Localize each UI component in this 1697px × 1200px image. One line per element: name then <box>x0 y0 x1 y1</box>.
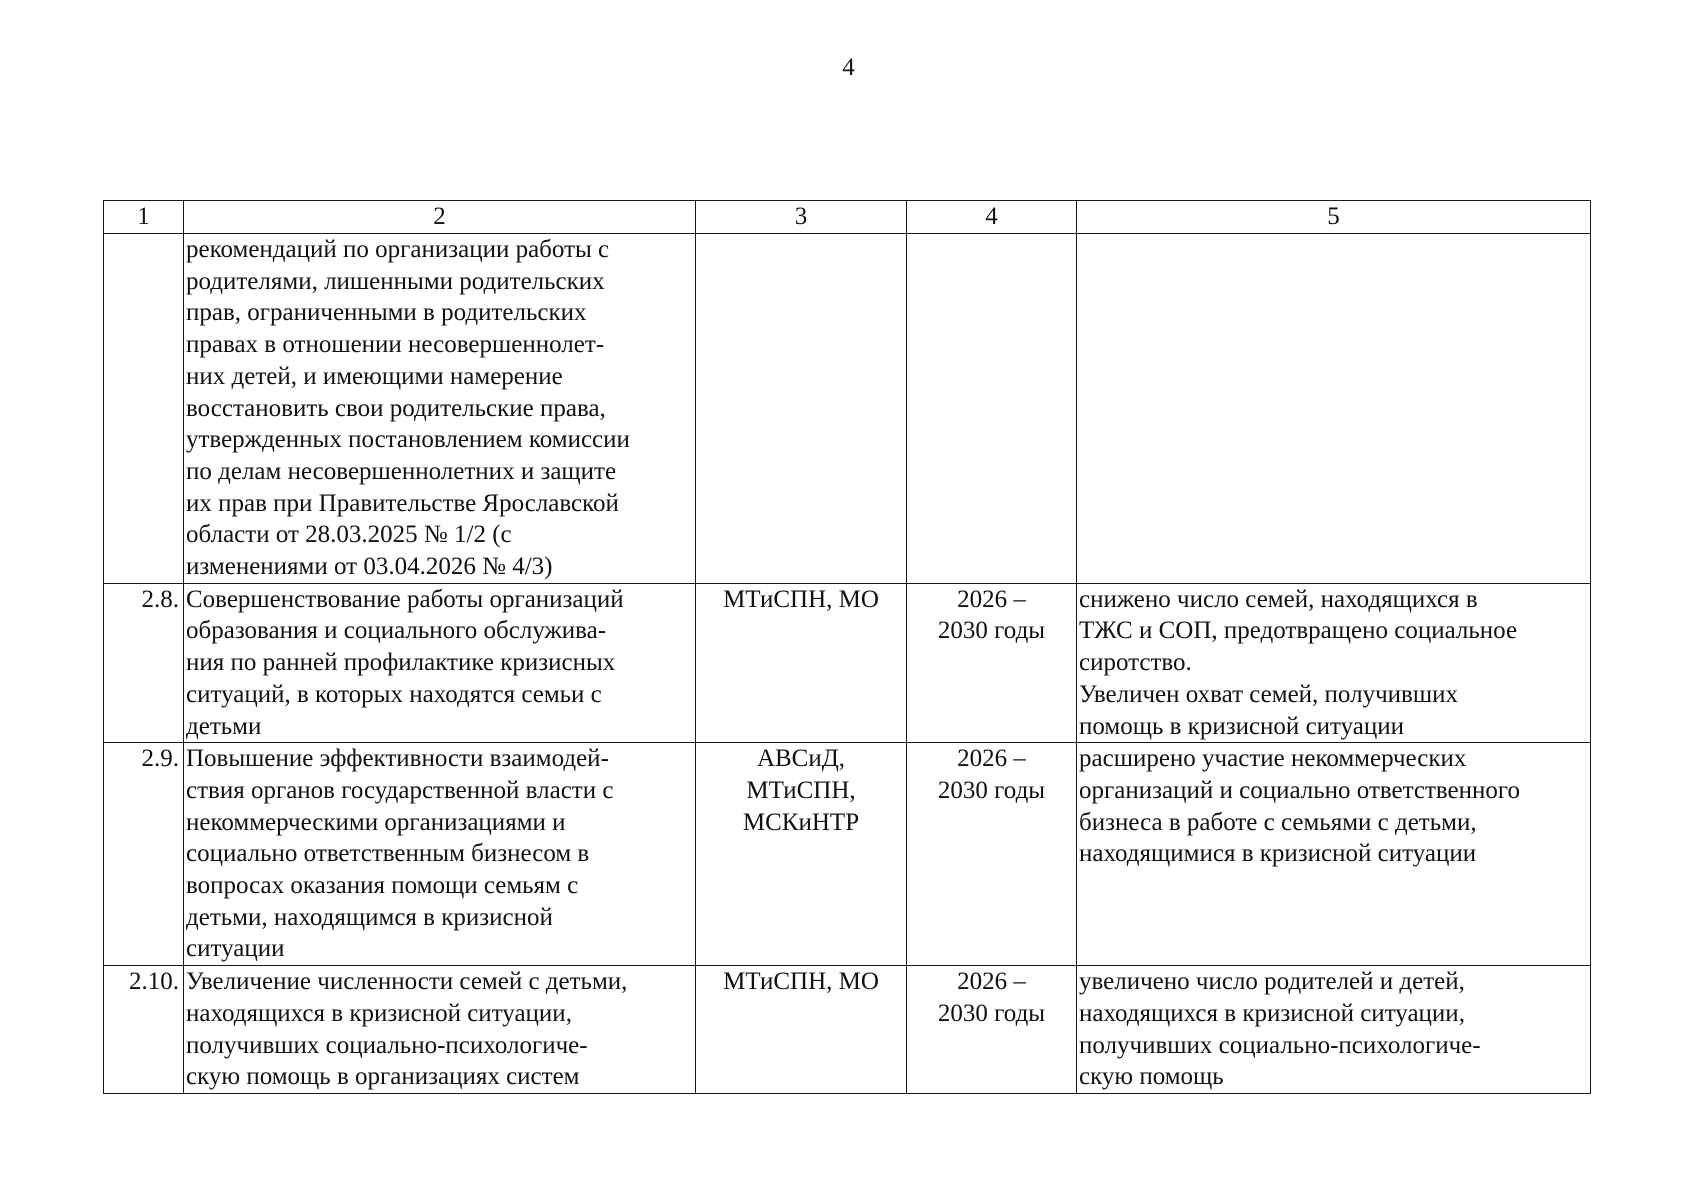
executor <box>696 234 907 584</box>
measure-text: Повышение эффективности взаимодей- ствия органов государственной власти с некоммерческими организациями и социально ответственным бизнесом в вопросах оказания помощи семьям с детьми, находящимся в кризисной ситуации <box>184 743 696 966</box>
row-number: 2.8. <box>104 583 184 743</box>
executor: МТиСПН, МО <box>696 583 907 743</box>
term <box>907 234 1077 584</box>
page-number: 4 <box>842 54 855 81</box>
column-header: 2 <box>184 201 696 234</box>
term: 2026 – 2030 годы <box>907 583 1077 743</box>
measure-text: Совершенствование работы организаций образования и социального обслужива- ния по ранней профилактике кризисных ситуаций, в которых находятся семьи с детьми <box>184 583 696 743</box>
expected-result: увеличено число родителей и детей, находящихся в кризисной ситуации, получивших социально-психологиче- скую помощь <box>1077 966 1591 1094</box>
expected-result: расширено участие некоммерческих организаций и социально ответственного бизнеса в работе с семьями с детьми, находящимися в кризисной ситуации <box>1077 743 1591 966</box>
column-header: 5 <box>1077 201 1591 234</box>
measure-text: рекомендаций по организации работы с родителями, лишенными родительских прав, ограниченными в родительских правах в отношении несовершеннолет- них детей, и имеющими намерение восстановить свои родительские права, утвержденных постановлением комиссии по делам несовершеннолетних и защите их прав при Правительстве Ярославской области от 28.03.2025 № 1/2 (с изменениями от 03.04.2026 № 4/3) <box>184 234 696 584</box>
table-row <box>104 583 1591 743</box>
expected-result <box>1077 234 1591 584</box>
column-header: 4 <box>907 201 1077 234</box>
expected-result: снижено число семей, находящихся в ТЖС и СОП, предотвращено социальное сиротство. Увеличен охват семей, получивших помощь в кризисной ситуации <box>1077 583 1591 743</box>
row-number <box>104 234 184 584</box>
column-header: 3 <box>696 201 907 234</box>
measures-table <box>103 200 1591 1094</box>
row-number: 2.10. <box>104 966 184 1094</box>
table-row <box>104 743 1591 966</box>
row-number: 2.9. <box>104 743 184 966</box>
table-row <box>104 234 1591 584</box>
table-header-row <box>104 201 1591 234</box>
term: 2026 – 2030 годы <box>907 966 1077 1094</box>
measure-text: Увеличение численности семей с детьми, находящихся в кризисной ситуации, получивших социально-психологиче- скую помощь в организациях систем <box>184 966 696 1094</box>
executor: АВСиД, МТиСПН, МСКиНТР <box>696 743 907 966</box>
executor: МТиСПН, МО <box>696 966 907 1094</box>
table-row <box>104 966 1591 1094</box>
column-header: 1 <box>104 201 184 234</box>
term: 2026 – 2030 годы <box>907 743 1077 966</box>
